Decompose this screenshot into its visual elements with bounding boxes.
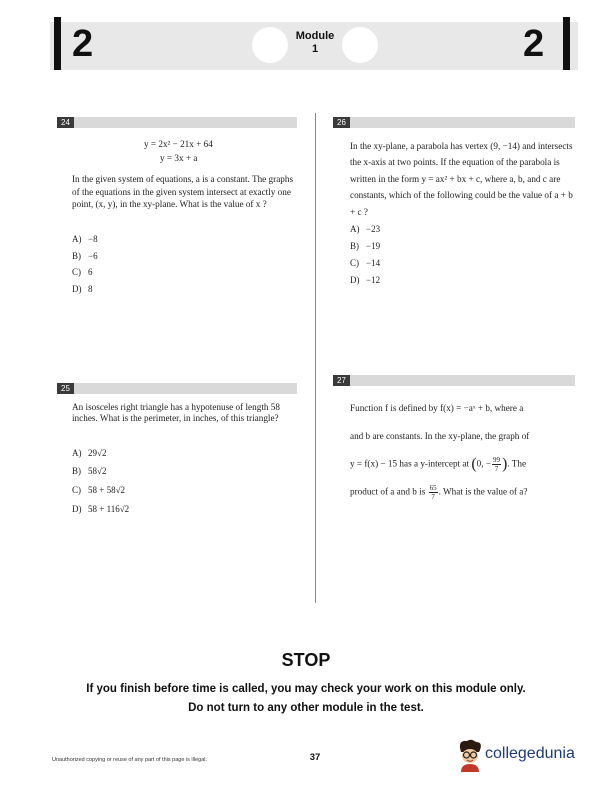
- header-circle-left: [252, 27, 288, 63]
- q26-choice-d[interactable]: D) −12: [350, 275, 381, 285]
- question-26-number: 26: [333, 117, 350, 128]
- copyright-notice: Unauthorized copying or reuse of any part of this page is illegal.: [52, 757, 208, 763]
- q26-choice-a[interactable]: A) −23: [350, 224, 381, 234]
- q26-choice-b[interactable]: B) −19: [350, 241, 381, 251]
- question-25-number: 25: [57, 383, 74, 394]
- q25-choice-a[interactable]: A) 29√2: [72, 448, 107, 458]
- mascot-icon: [455, 738, 485, 772]
- q25-choice-c[interactable]: C) 58 + 58√2: [72, 485, 126, 495]
- stop-instruction-2: Do not turn to any other module in the test.: [188, 702, 424, 714]
- question-25-bar: [57, 383, 297, 394]
- module-label: [285, 30, 345, 56]
- q24-equation-2: y = 3x + a: [160, 153, 198, 163]
- q25-choice-b[interactable]: B) 58√2: [72, 466, 107, 476]
- question-27-number: 27: [333, 375, 350, 386]
- q27-line-3: y = f(x) − 15 has a y-intercept at (0, − $\frac{99}{7}$ ). The: [350, 455, 527, 473]
- question-24-bar: [57, 117, 297, 128]
- section-left-bar: [54, 17, 61, 70]
- module-number: 1: [311, 43, 319, 55]
- question-26-bar: [333, 117, 575, 128]
- q27-fraction-1: $\frac{99}{7}$: [493, 456, 501, 473]
- stop-heading: STOP: [281, 650, 331, 670]
- question-24-number: 24: [57, 117, 74, 128]
- q24-choice-a[interactable]: A) −8: [72, 234, 98, 244]
- q25-stem: An isosceles right triangle has a hypotenuse of length 58 inches. What is the perimeter, in inches, of this triangle?: [72, 402, 280, 423]
- q24-choice-b[interactable]: B) −6: [72, 251, 98, 261]
- q24-choice-d[interactable]: D) 8: [72, 284, 93, 294]
- column-divider: [315, 113, 316, 603]
- module-word: Module: [295, 30, 335, 42]
- header-circle-right: [342, 27, 378, 63]
- q27-line-1: Function f is defined by f(x) = −aˣ + b, where a: [350, 403, 524, 413]
- q26-stem: In the xy-plane, a parabola has vertex (9, −14) and intersects the x-axis at two points. If the equation of the parabola is written in the form y = ax² + bx + c, where a, b, and c are constants, which of the following could be the value of a + b + c ?: [350, 141, 573, 217]
- q27-line-4: product of a and b is $\frac{65}{7}$ . What is the value of a?: [350, 484, 528, 501]
- q25-choice-d[interactable]: D) 58 + 116√2: [72, 504, 130, 514]
- page-number: 37: [309, 752, 321, 763]
- q27-line-2: and b are constants. In the xy-plane, the graph of: [350, 431, 530, 441]
- section-number-left: 2: [72, 23, 94, 65]
- stop-instruction-1: If you finish before time is called, you may check your work on this module only.: [86, 683, 526, 695]
- question-27-bar: [333, 375, 575, 386]
- q27-fraction-2: $\frac{65}{7}$: [429, 484, 437, 501]
- section-right-bar: [563, 17, 570, 70]
- q24-stem: In the given system of equations, a is a constant. The graphs of the equations in the given system intersect at exactly one point, (x, y), in the xy-plane. What is the value of x ?: [72, 174, 294, 210]
- section-number-right: 2: [523, 23, 545, 65]
- brand-name: collegedunia: [485, 745, 575, 762]
- q26-choice-c[interactable]: C) −14: [350, 258, 381, 268]
- brand-logo: [455, 738, 585, 772]
- q24-equation-1: y = 2x² − 21x + 64: [144, 139, 213, 149]
- q24-choice-c[interactable]: C) 6: [72, 267, 93, 277]
